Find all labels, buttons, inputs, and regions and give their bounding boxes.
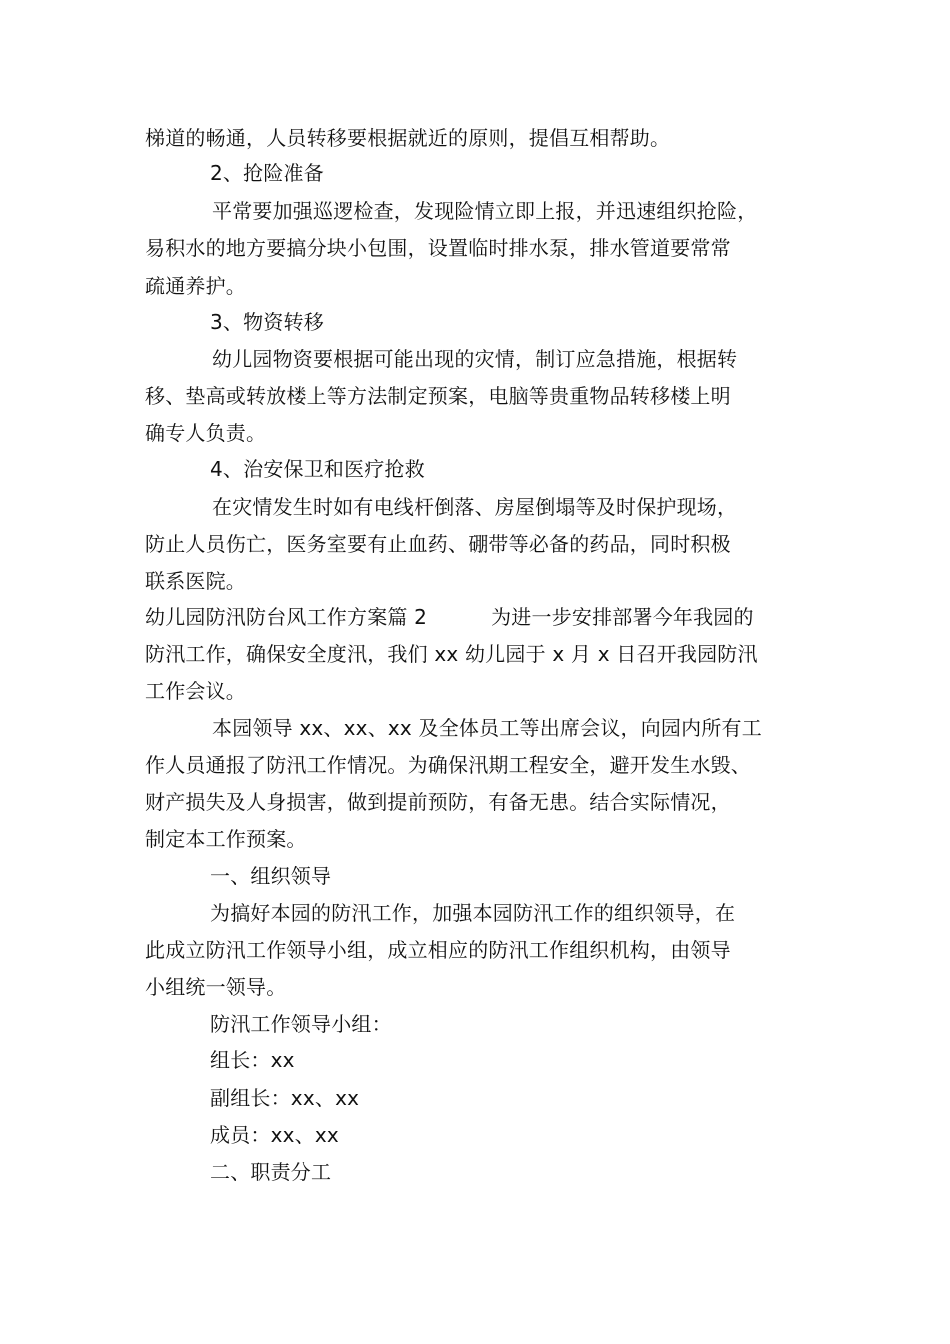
paragraph-line: 财产损失及人身损害，做到提前预防，有备无患。结合实际情况， [145,790,731,814]
section-heading: 4、治安保卫和医疗抢救 [210,457,425,481]
paragraph-line: 梯道的畅通，人员转移要根据就近的原则，提倡互相帮助。 [145,126,671,150]
paragraph-line: 小组统一领导。 [145,975,287,999]
list-heading: 防汛工作领导小组： [210,1012,392,1036]
list-item: 副组长：xx、xx [210,1086,360,1110]
paragraph-line: 本园领导 xx、xx、xx 及全体员工等出席会议，向园内所有工 [212,716,762,740]
paragraph-line: 在灾情发生时如有电线杆倒落、房屋倒塌等及时保护现场， [212,495,738,519]
paragraph-line: 联系医院。 [145,569,246,593]
paragraph-line: 疏通养护。 [145,274,246,298]
section-heading: 二、职责分工 [210,1160,332,1184]
section-heading: 3、物资转移 [210,310,324,334]
paragraph-line: 平常要加强巡逻检查，发现险情立即上报，并迅速组织抢险， [212,199,758,223]
paragraph-line: 此成立防汛工作领导小组，成立相应的防汛工作组织机构，由领导 [145,938,731,962]
paragraph-line: 为搞好本园的防汛工作，加强本园防汛工作的组织领导，在 [210,901,736,925]
paragraph-line: 易积水的地方要搞分块小包围，设置临时排水泵，排水管道要常常 [145,236,731,260]
paragraph-line: 工作会议。 [145,679,246,703]
list-item: 成员：xx、xx [210,1123,339,1147]
paragraph-line: 防汛工作，确保安全度汛，我们 xx 幼儿园于 x 月 x 日召开我园防汛 [145,642,758,666]
article-title: 幼儿园防汛防台风工作方案篇 2 [145,605,428,629]
paragraph-line: 确专人负责。 [145,421,267,445]
paragraph-line [145,603,754,631]
paragraph-line: 作人员通报了防汛工作情况。为确保汛期工程安全，避开发生水毁、 [145,753,751,777]
section-heading: 2、抢险准备 [210,161,324,185]
paragraph-line: 防止人员伤亡，医务室要有止血药、硼带等必备的药品，同时积极 [145,532,731,556]
paragraph-line: 制定本工作预案。 [145,827,307,851]
paragraph-text: 为进一步安排部署今年我园的 [491,605,754,629]
section-heading: 一、组织领导 [210,864,332,888]
paragraph-line: 幼儿园物资要根据可能出现的灾情，制订应急措施，根据转 [212,347,738,371]
list-item: 组长：xx [210,1048,295,1072]
paragraph-line: 移、垫高或转放楼上等方法制定预案，电脑等贵重物品转移楼上明 [145,384,731,408]
